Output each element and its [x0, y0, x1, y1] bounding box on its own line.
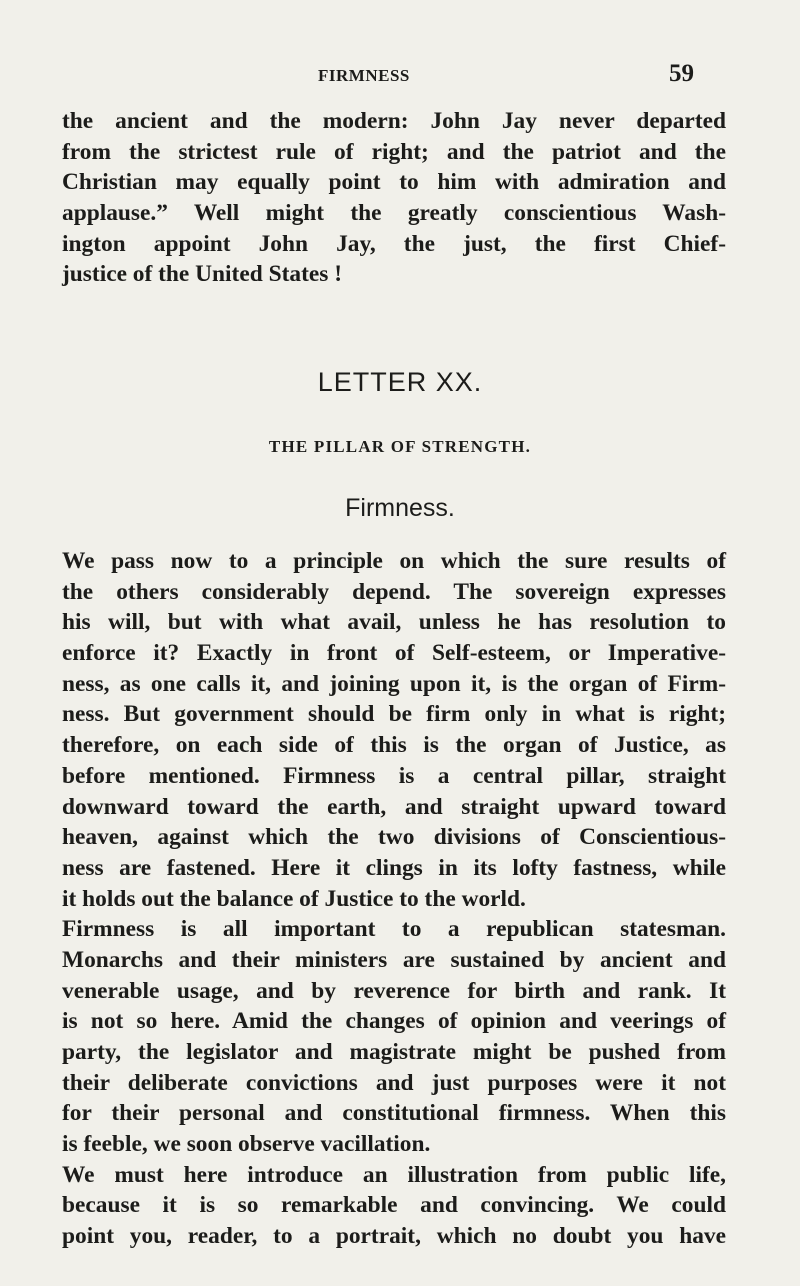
text-line: from the strictest rule of right; and the patriot and the: [62, 138, 726, 165]
text-line: applause.” Well might the greatly conscientious Wash-: [62, 200, 726, 227]
text-line: We must here introduce an illustration from public life,: [62, 1161, 726, 1188]
text-line: ington appoint John Jay, the just, the first Chief-: [62, 230, 726, 257]
text-line: downward toward the earth, and straight upward toward: [62, 793, 726, 820]
letter-heading: LETTER XX.: [317, 367, 483, 397]
text-line: it holds out the balance of Justice to the world.: [62, 885, 526, 912]
text-line: Firmness is all important to a republican statesman.: [62, 916, 726, 943]
text-line: ness. But government should be firm only in what is right;: [62, 701, 726, 728]
text-line: their deliberate convictions and just purposes were it not: [62, 1069, 726, 1096]
text-line: ness are fastened. Here it clings in its lofty fastness, while: [62, 854, 726, 881]
continued-paragraph: [62, 106, 726, 290]
letter-subheading: THE PILLAR OF STRENGTH.: [268, 437, 532, 456]
text-line: point you, reader, to a portrait, which no doubt you have: [62, 1223, 726, 1250]
text-line: Monarchs and their ministers are sustained by ancient and: [62, 946, 726, 973]
section-title: Firmness.: [345, 494, 455, 522]
text-line: is not so here. Amid the changes of opinion and veerings of: [62, 1008, 726, 1035]
text-line: therefore, on each side of this is the organ of Justice, as: [62, 732, 726, 759]
text-line: justice of the United States !: [62, 261, 342, 288]
text-line: venerable usage, and by reverence for birth and rank. It: [62, 977, 726, 1004]
running-head: [0, 60, 800, 90]
text-line: his will, but with what avail, unless he has resolution to: [62, 609, 726, 636]
page-number: 59: [669, 60, 694, 87]
running-head-title: FIRMNESS: [318, 66, 410, 85]
text-line: before mentioned. Firmness is a central pillar, straight: [62, 762, 726, 789]
text-line: Christian may equally point to him with admiration and: [62, 169, 726, 196]
text-line: party, the legislator and magistrate might be pushed from: [62, 1039, 726, 1065]
text-line: is feeble, we soon observe vacillation.: [62, 1131, 431, 1158]
text-line: for their personal and constitutional firmness. When this: [62, 1100, 726, 1127]
text-line: because it is so remarkable and convincing. We could: [62, 1192, 726, 1219]
text-line: ness, as one calls it, and joining upon it, is the organ of Firm-: [62, 670, 726, 697]
text-line: enforce it? Exactly in front of Self-esteem, or Imperative-: [62, 640, 726, 667]
text-line: We pass now to a principle on which the sure results of: [62, 548, 726, 574]
body-text: [62, 546, 726, 1252]
text-line: the others considerably depend. The sovereign expresses: [62, 578, 726, 605]
text-line: heaven, against which the two divisions of Conscientious-: [62, 824, 726, 851]
text-line: the ancient and the modern: John Jay never departed: [62, 108, 726, 134]
